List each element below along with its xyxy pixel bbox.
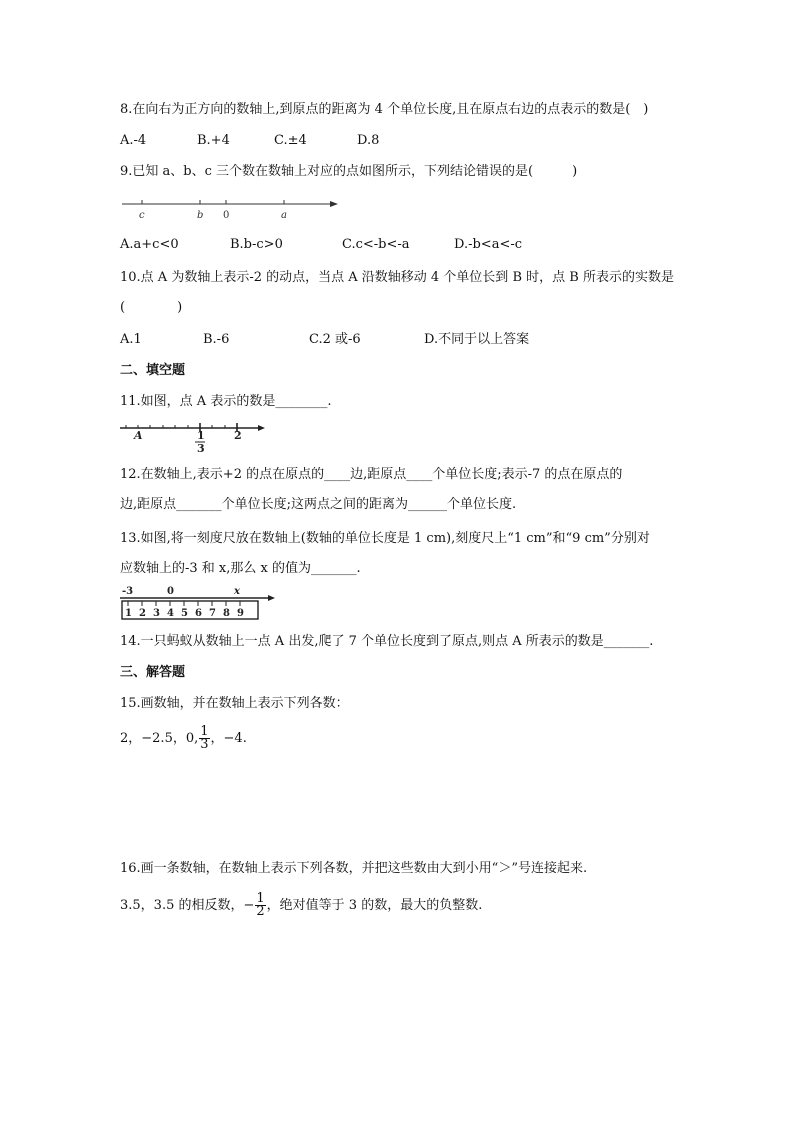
q13-axis-label-neg3: -3 (122, 586, 134, 597)
q9-option-d: D.-b<a<-c (454, 237, 523, 252)
q16-numbers-part-1: 3.5，3.5 的相反数，− (120, 898, 255, 913)
q10-blank: ( ) (120, 300, 183, 315)
q11-frac-denominator: 3 (197, 442, 205, 454)
section-3-heading: 三、解答题 (120, 665, 186, 680)
question-9-text: 9.已知 a、b、c 三个数在数轴上对应的点如图所示，下列结论错误的是( ) (120, 164, 578, 179)
q11-label-1: 1 (197, 429, 205, 442)
question-14-text: 14.一只蚂蚁从数轴上一点 A 出发,爬了 7 个单位长度到了原点,则点 A 所表示的数是_______. (120, 634, 654, 649)
question-10-text: 10.点 A 为数轴上表示-2 的动点，当点 A 沿数轴移动 4 个单位长到 B 时，点 B 所表示的实数是 (120, 270, 674, 285)
ruler-number-9: 9 (237, 608, 244, 619)
question-15-text: 15.画数轴，并在数轴上表示下列各数： (120, 696, 349, 711)
q10-option-d: D.不同于以上答案 (424, 332, 530, 347)
q8-option-d: D.8 (357, 133, 380, 148)
q8-option-a: A.-4 (120, 133, 147, 148)
q16-fraction (255, 893, 265, 918)
q13-axis-label-0: 0 (167, 586, 174, 597)
question-8-text: 8.在向右为正方向的数轴上,到原点的距离为 4 个单位长度,且在原点右边的点表示的数是( ) (120, 102, 649, 117)
q11-label-2: 2 (234, 429, 242, 442)
ruler-number-4: 4 (167, 608, 174, 619)
question-13-line-1: 13.如图,将一刻度尺放在数轴上(数轴的单位长度是 1 cm),刻度尺上“1 cm”和“9 cm”分别对 (120, 531, 650, 546)
q15-numbers (120, 726, 247, 752)
ruler-number-8: 8 (223, 608, 230, 619)
q10-option-c: C.2 或-6 (309, 332, 361, 347)
q9-option-b: B.b-c>0 (230, 237, 283, 252)
q16-numbers (120, 893, 482, 919)
q13-ruler-figure (118, 584, 278, 624)
question-12-line-1: 12.在数轴上,表示+2 的点在原点的____边,距原点____个单位长度;表示-7 的点在原点的 (120, 467, 623, 482)
q16-frac-numerator: 1 (256, 891, 265, 906)
q10-option-a: A.1 (120, 332, 142, 347)
question-12-line-2: 边,距原点_______个单位长度;这两点之间的距离为______个单位长度. (120, 497, 517, 512)
q15-numbers-part-1: 2，−2.5，0, (120, 731, 199, 746)
q13-axis-label-x: x (234, 586, 240, 597)
q9-option-a: A.a+c<0 (120, 237, 179, 252)
ruler-number-2: 2 (139, 608, 146, 619)
q9-number-line (118, 196, 340, 222)
ruler-number-1: 1 (125, 608, 132, 619)
q9-label-b: b (197, 210, 204, 221)
question-16-text: 16.画一条数轴，在数轴上表示下列各数，并把这些数由大到小用“＞”号连接起来. (120, 861, 588, 876)
ruler-number-7: 7 (209, 608, 216, 619)
ruler-number-6: 6 (195, 608, 202, 619)
question-13-line-2: 应数轴上的-3 和 x,那么 x 的值为_______. (120, 561, 361, 576)
q15-frac-denominator: 3 (200, 737, 209, 752)
q11-label-a: A (134, 429, 143, 442)
q15-fraction (199, 726, 209, 751)
q9-label-0: 0 (223, 210, 230, 221)
q11-number-line (118, 420, 268, 454)
q9-label-c: c (139, 210, 145, 221)
q9-label-a: a (281, 210, 287, 221)
q16-numbers-part-2: ，绝对值等于 3 的数，最大的负整数. (266, 898, 483, 913)
q15-numbers-part-2: ，−4. (210, 731, 247, 746)
ruler-number-3: 3 (153, 608, 160, 619)
section-2-heading: 二、填空题 (120, 363, 186, 378)
ruler-number-5: 5 (181, 608, 188, 619)
q10-option-b: B.-6 (203, 332, 230, 347)
q16-frac-denominator: 2 (256, 904, 265, 919)
q15-frac-numerator: 1 (200, 724, 209, 739)
question-11-text: 11.如图，点 A 表示的数是________. (120, 394, 332, 409)
q8-option-c: C.±4 (274, 133, 307, 148)
q9-option-c: C.c<-b<-a (342, 237, 410, 252)
q8-option-b: B.+4 (197, 133, 230, 148)
